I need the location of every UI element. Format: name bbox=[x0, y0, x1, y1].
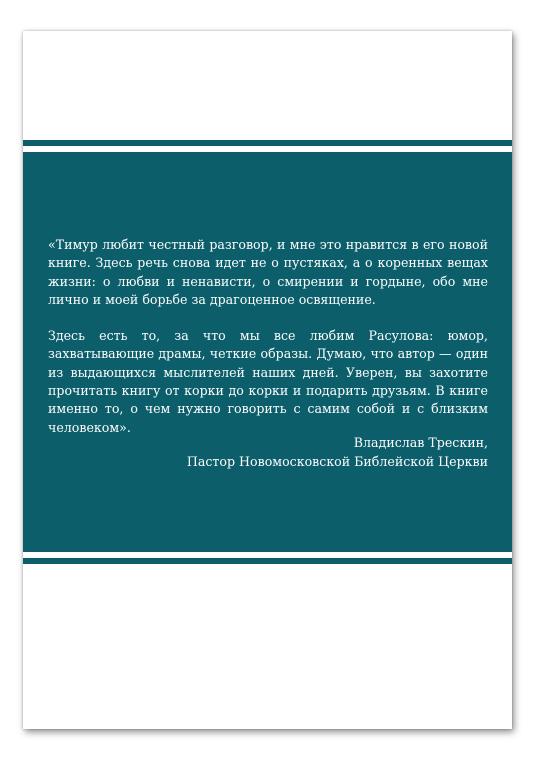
quote-paragraph-2: Здесь есть то, за что мы все любим Расулова: юмор, захватывающие драмы, четкие образы. Думаю, что автор — один из выдающихся мыслителей наших дней. Уверен, вы захотите прочитать книгу от корки до корки и подарить друзьям. В книге именно то, о чем нужно говорить с самим собой и с близким человеком». bbox=[48, 328, 488, 435]
bottom-stripe bbox=[23, 558, 512, 564]
book-back-cover bbox=[23, 31, 512, 729]
quote-paragraph-1: «Тимур любит честный разговор, и мне это нравится в его новой книге. Здесь речь снова идет не о пустяках, а о коренных вещах жизни: о любви и ненависти, о смирении и гордыне, обо мне лично и моей борьбе за драгоценное освящение. bbox=[48, 237, 488, 307]
top-stripe bbox=[23, 140, 512, 146]
author-name: Владислав Трескин, bbox=[353, 435, 488, 450]
quote-signature bbox=[187, 433, 488, 471]
author-title: Пастор Новомосковской Библейской Церкви bbox=[186, 454, 488, 469]
endorsement-quote bbox=[48, 236, 488, 455]
